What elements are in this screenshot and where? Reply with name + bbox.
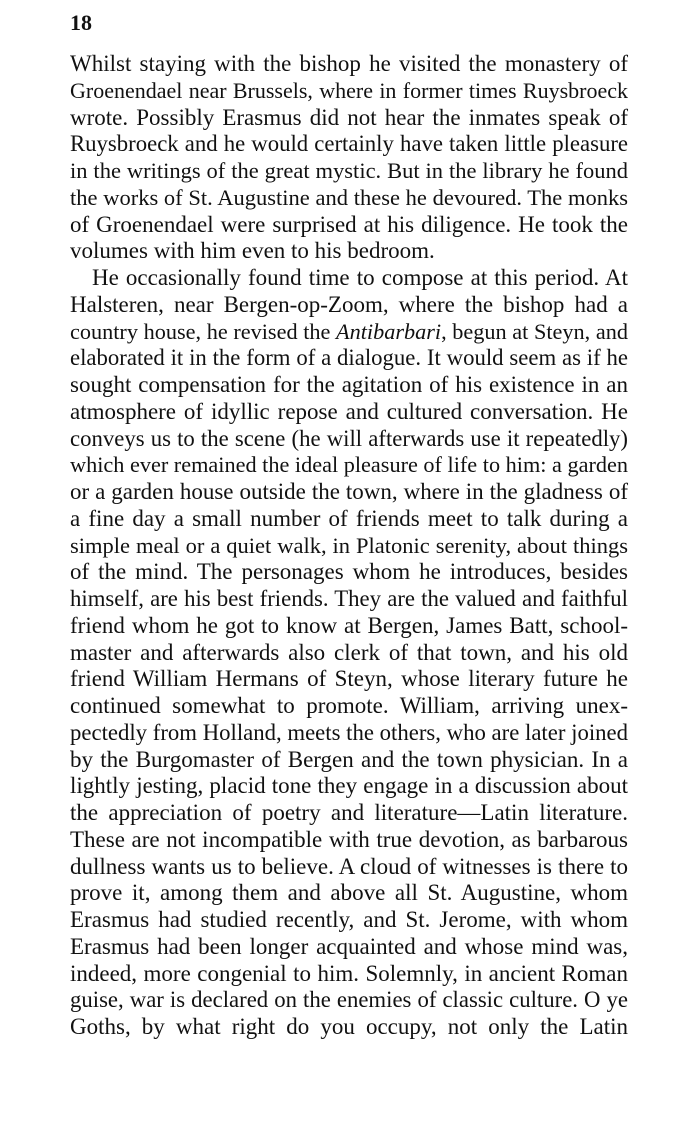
text-line: wrote. Possibly Erasmus did not hear the inmates speak of	[70, 104, 628, 130]
paragraph-1	[70, 51, 628, 265]
text-line: simple meal or a quiet walk, in Platonic serenity, about things	[70, 532, 628, 558]
text-segment: country house, he revised the	[70, 318, 337, 344]
text-line: the works of St. Augustine and these he devoured. The monks	[70, 184, 628, 210]
text-line: indeed, more congenial to him. Solemnly, in ancient Roman	[70, 960, 628, 986]
page-number: 18	[70, 10, 92, 35]
text-line: of the mind. The personages whom he introduces, besides	[70, 559, 628, 585]
text-line: friend whom he got to know at Bergen, James Batt, school-	[70, 612, 628, 638]
text-line: the appreciation of poetry and literature—Latin literature.	[70, 800, 628, 825]
text-line: a fine day a small number of friends meet to talk during a	[70, 505, 628, 531]
paragraph-2	[70, 265, 628, 1041]
text-line: by the Burgomaster of Bergen and the town physician. In a	[70, 746, 628, 772]
text-line: elaborated it in the form of a dialogue. It would seem as if he	[70, 345, 628, 371]
text-line: in the writings of the great mystic. But in the library he found	[70, 158, 628, 183]
body-text	[70, 51, 628, 1041]
text-line: guise, war is declared on the enemies of classic culture. O ye	[70, 987, 628, 1013]
text-line: continued somewhat to promote. William, arriving unex-	[70, 693, 628, 718]
text-line: Whilst staying with the bishop he visited the monastery of	[70, 51, 628, 76]
text-line: prove it, among them and above all St. Augustine, whom	[70, 880, 628, 906]
text-line: dullness wants us to believe. A cloud of witnesses is there to	[70, 853, 628, 879]
text-line: Groenendael near Brussels, where in former times Ruysbroeck	[70, 77, 628, 103]
text-line: Ruysbroeck and he would certainly have taken little pleasure	[70, 131, 628, 157]
book-title: Antibarbari	[336, 318, 442, 344]
text-line: atmosphere of idyllic repose and cultured conversation. He	[70, 398, 628, 424]
text-line: Erasmus had been longer acquainted and whose mind was,	[70, 933, 628, 959]
text-line: which ever remained the ideal pleasure of life to him: a garden	[70, 452, 628, 478]
text-line: He occasionally found time to compose at this period. At	[92, 265, 628, 290]
text-line: Goths, by what right do you occupy, not only the Latin	[70, 1014, 628, 1039]
text-line: volumes with him even to his bedroom.	[70, 238, 435, 264]
text-segment: , begun at Steyn, and	[441, 318, 628, 344]
text-line: himself, are his best friends. They are the valued and faithful	[70, 586, 628, 611]
text-line: These are not incompatible with true devotion, as barbarous	[70, 826, 628, 852]
text-line: conveys us to the scene (he will afterwards use it repeatedly)	[70, 425, 628, 451]
text-line: lightly jesting, placid tone they engage in a discussion about	[70, 773, 628, 799]
text-line: master and afterwards also clerk of that town, and his old	[70, 639, 628, 665]
text-line: Erasmus had studied recently, and St. Jerome, with whom	[70, 907, 628, 932]
text-line: or a garden house outside the town, where in the gladness of	[70, 479, 628, 504]
text-line	[70, 319, 628, 346]
text-line: Halsteren, near Bergen-op-Zoom, where the bishop had a	[70, 291, 628, 317]
text-line: of Groenendael were surprised at his diligence. He took the	[70, 211, 628, 237]
text-line: friend William Hermans of Steyn, whose literary future he	[70, 666, 628, 692]
text-line: sought compensation for the agitation of his existence in an	[70, 372, 628, 397]
text-line: pectedly from Holland, meets the others, who are later joined	[70, 719, 628, 745]
